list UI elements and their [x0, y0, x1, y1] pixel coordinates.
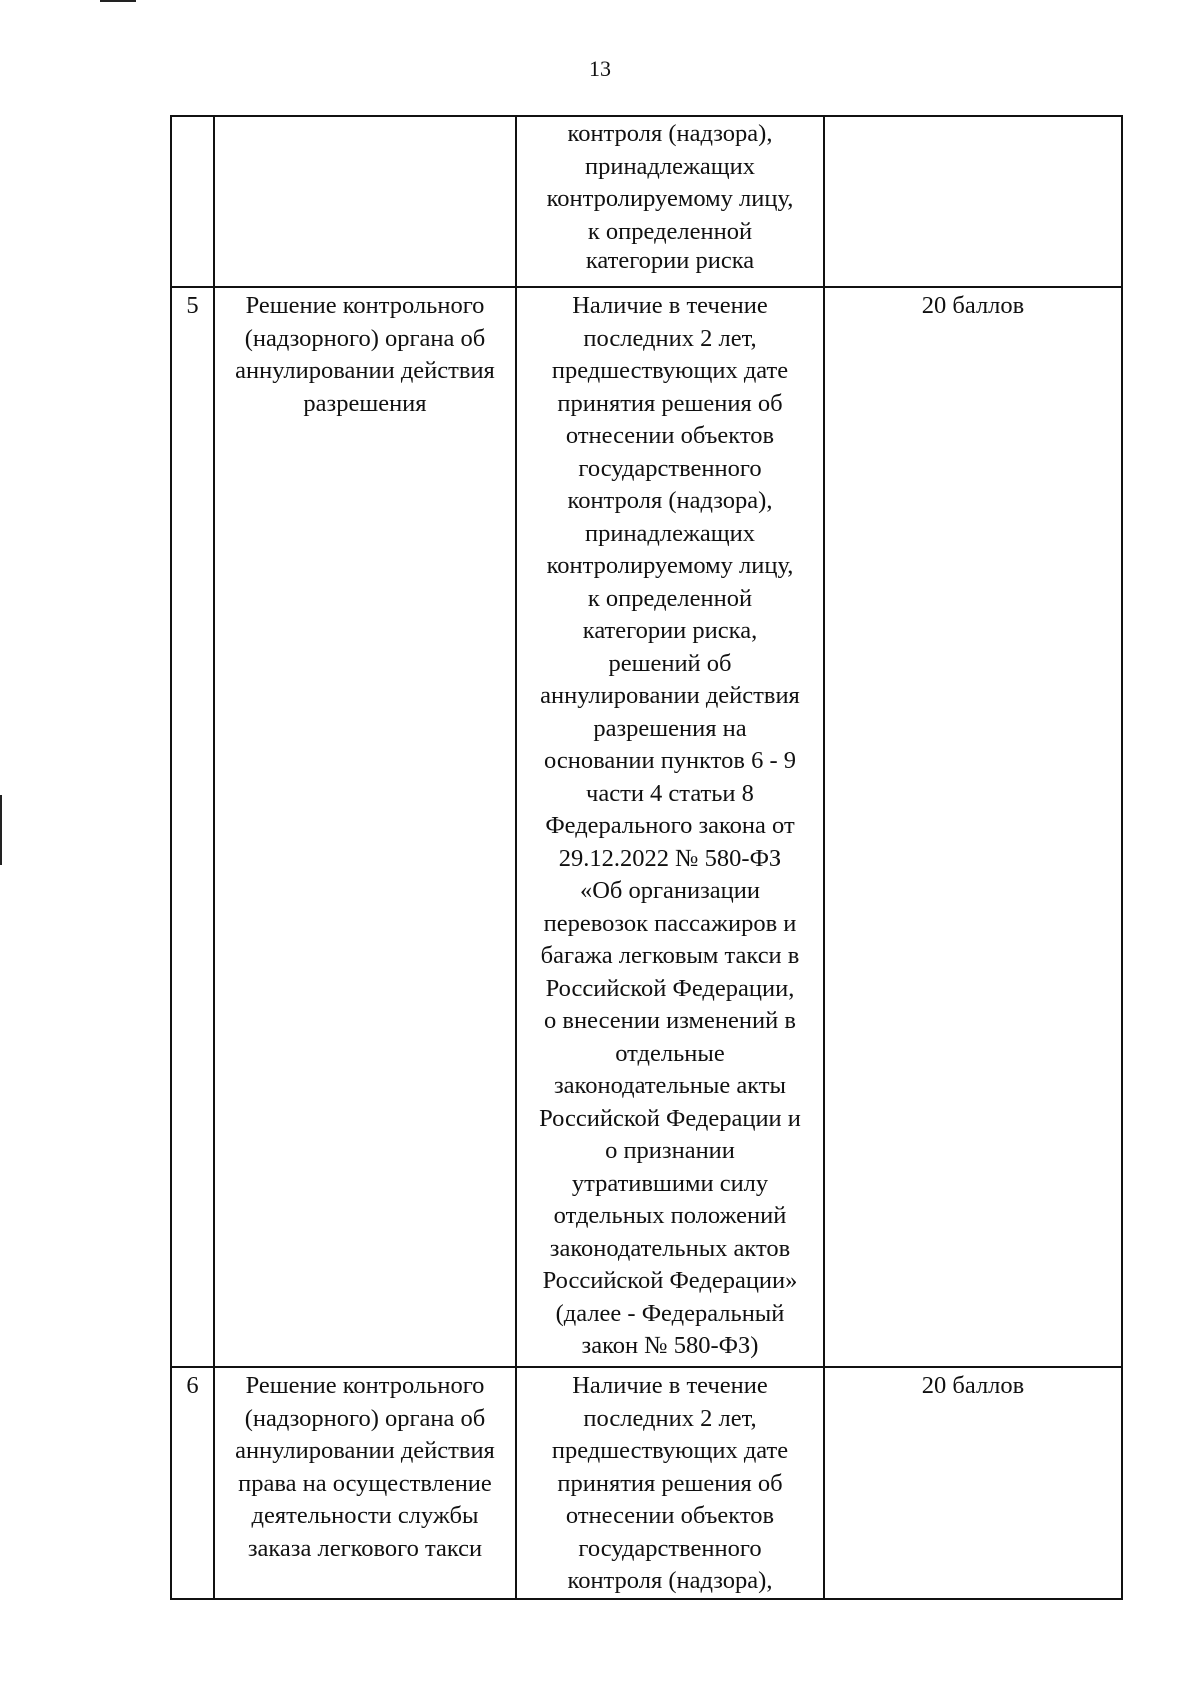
cell-text-line: принятия решения об — [557, 389, 783, 417]
cell-text-line: части 4 статьи 8 — [586, 779, 754, 807]
cell-text-line: Российской Федерации и — [539, 1104, 801, 1132]
criteria-table — [170, 115, 1123, 1600]
condition-cell — [516, 287, 824, 1367]
cell-text-line: контроля (надзора), — [567, 120, 773, 147]
cell-text-line: права на осуществление — [238, 1469, 492, 1497]
cell-text-line: к определенной — [587, 584, 753, 612]
cell-text-line: «Об организации — [579, 877, 761, 904]
score-cell: 20 баллов — [824, 1367, 1122, 1599]
cell-text-line: аннулировании действия — [540, 682, 800, 709]
table-row — [171, 287, 1122, 1367]
cell-text-line: аннулировании действия — [235, 1437, 495, 1464]
cell-text-line: решений об — [608, 649, 732, 677]
score-cell — [824, 116, 1122, 287]
page-number: 13 — [589, 56, 611, 81]
cell-text-line: разрешения на — [593, 714, 747, 742]
score-cell: 20 баллов — [824, 287, 1122, 1367]
cell-text-line: отнесении объектов — [565, 422, 775, 449]
cell-text-line: последних 2 лет, — [583, 324, 757, 352]
cell-text-line: предшествующих дате — [551, 357, 789, 384]
cell-text-line: категории риска, — [582, 617, 758, 644]
cell-text-line: принадлежащих — [584, 152, 756, 180]
cell-text-line: контролируемому лицу, — [546, 185, 794, 212]
cell-text-line: деятельности службы — [251, 1502, 479, 1529]
cell-text-line: утратившими силу — [571, 1169, 769, 1197]
condition-cell — [516, 1367, 824, 1599]
condition-cell — [516, 116, 824, 287]
cell-text-line: разрешения — [303, 389, 427, 417]
cell-text-line: аннулировании действия — [235, 357, 495, 384]
cell-text-line: (надзорного) органа об — [244, 324, 486, 352]
cell-text-line: основании пунктов 6 - 9 — [544, 747, 796, 774]
cell-text-line: закон № 580-ФЗ) — [581, 1332, 759, 1359]
cell-text-line: 29.12.2022 № 580-ФЗ — [558, 844, 782, 872]
criterion-cell — [214, 287, 516, 1367]
criterion-cell — [214, 116, 516, 287]
cell-text-line: Российской Федерации» — [542, 1267, 798, 1294]
cell-text-line: Решение контрольного — [245, 292, 485, 319]
scan-top-mark — [100, 0, 136, 2]
cell-text-line: государственного — [578, 454, 762, 482]
cell-text-line: принятия решения об — [557, 1469, 783, 1497]
cell-text-line: последних 2 лет, — [583, 1404, 757, 1432]
table-row — [171, 1367, 1122, 1599]
cell-text-line: багажа легковым такси в — [540, 942, 800, 969]
cell-text-line: перевозок пассажиров и — [543, 909, 797, 937]
cell-text-line: о признании — [605, 1137, 735, 1164]
cell-text-line: Наличие в течение — [572, 292, 768, 319]
row-number-cell: 5 — [171, 287, 214, 1367]
cell-text-line: отнесении объектов — [565, 1502, 775, 1529]
cell-text-line: контролируемому лицу, — [546, 552, 794, 579]
cell-text-line: контроля (надзора), — [567, 1567, 773, 1594]
cell-text-line: заказа легкового такси — [247, 1534, 483, 1562]
cell-text-line: (надзорного) органа об — [244, 1404, 486, 1432]
cell-text-line: о внесении изменений в — [544, 1007, 796, 1034]
row-number-cell: 6 — [171, 1367, 214, 1599]
cell-text-line: контроля (надзора), — [567, 487, 773, 514]
cell-text-line: предшествующих дате — [551, 1437, 789, 1464]
scan-margin-mark — [0, 795, 2, 865]
cell-text-line: Наличие в течение — [572, 1372, 768, 1399]
cell-text-line: отдельные — [615, 1039, 725, 1067]
cell-text-line: отдельных положений — [553, 1202, 787, 1229]
cell-text-line: Российской Федерации, — [545, 974, 795, 1002]
cell-text-line: законодательные акты — [554, 1072, 786, 1099]
cell-text-line: (далее - Федеральный — [555, 1299, 785, 1327]
cell-text-line: к определенной — [587, 217, 753, 245]
cell-text-line: законодательных актов — [549, 1234, 791, 1262]
table-row-continuation — [171, 116, 1122, 287]
cell-text-line: государственного — [578, 1534, 762, 1562]
criterion-cell — [214, 1367, 516, 1599]
row-number-cell — [171, 116, 214, 287]
cell-text-line: Федерального закона от — [545, 812, 795, 839]
cell-text-line: категории риска — [585, 247, 755, 274]
cell-text-line: Решение контрольного — [245, 1372, 485, 1399]
cell-text-line: принадлежащих — [584, 519, 756, 547]
